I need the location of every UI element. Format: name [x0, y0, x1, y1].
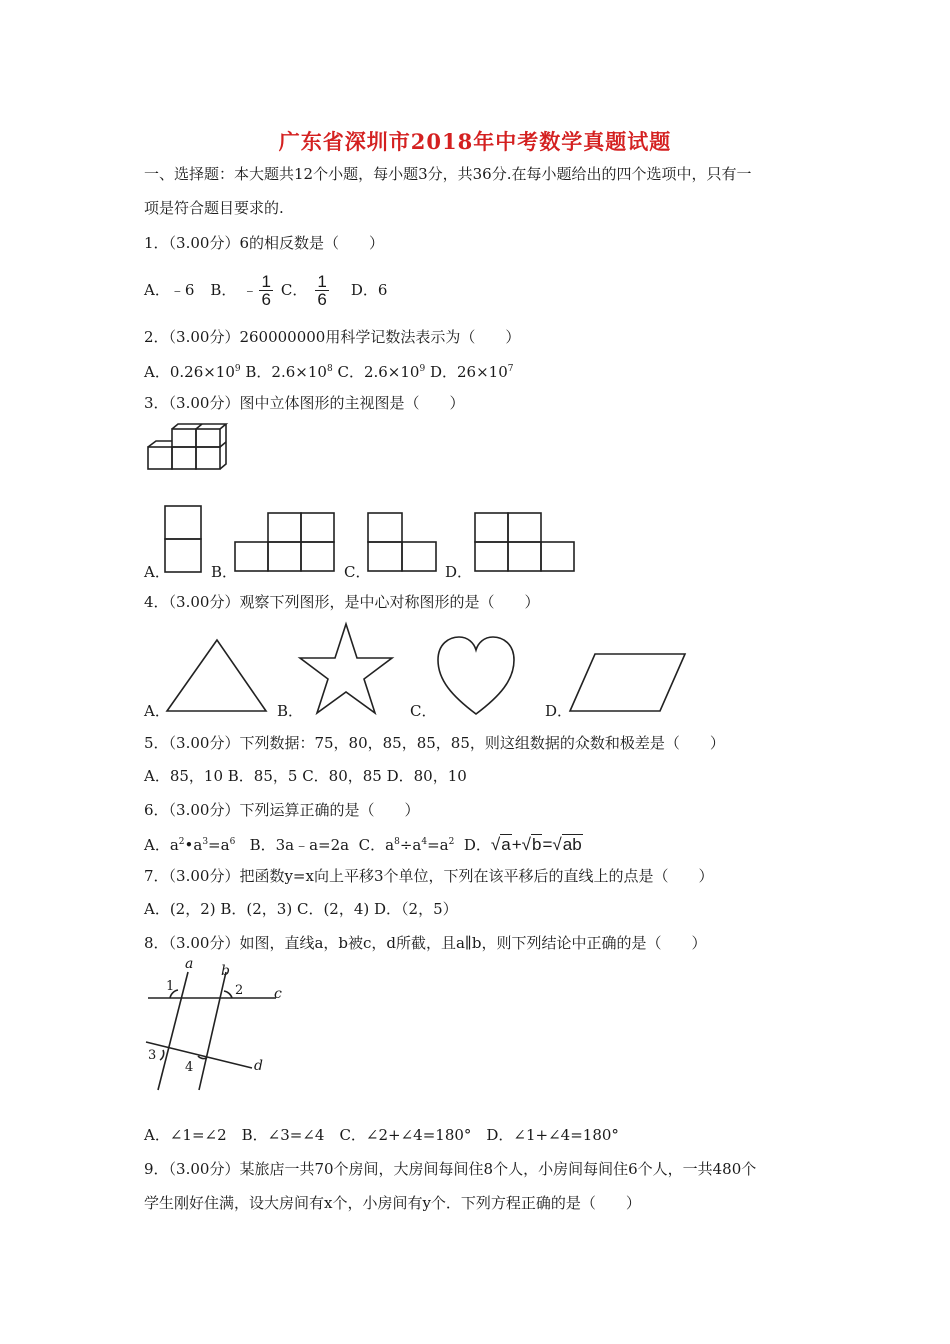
q4-option-a-label: A．	[144, 702, 170, 720]
q8-label-d: d	[254, 1058, 263, 1074]
exp: 3	[202, 837, 209, 847]
q3-option-b-label: B．	[211, 563, 238, 581]
q2-option-b: B．2.6×10	[245, 363, 327, 381]
question-2-stem: 2．（3.00分）260000000用科学记数法表示为（ ）	[144, 328, 521, 346]
q4-option-c-label: C．	[410, 702, 437, 720]
question-9-line-1: 9．（3.00分）某旅店一共70个房间，大房间每间住8个人，小房间每间住6个人，一共480个	[144, 1160, 757, 1178]
question-7-stem: 7．（3.00分）把函数y=x向上平移3个单位，下列在该平移后的直线上的点是（ ）	[144, 867, 714, 885]
q8-angle-4: 4	[185, 1060, 194, 1075]
question-1-stem: 1．（3.00分）6的相反数是（ ）	[144, 234, 384, 252]
question-5-options: A．85，10 B．85，5 C．80，85 D．80，10	[144, 767, 467, 785]
q4-option-b-label: B．	[277, 702, 304, 720]
fraction-numerator: 1	[261, 271, 271, 291]
exp: 6	[229, 837, 236, 847]
q8-label-b: b	[221, 963, 230, 979]
question-9-line-2: 学生刚好住满，设大房间有x个，小房间有y个．下列方程正确的是（ ）	[144, 1194, 641, 1212]
q1-option-b-label: B．	[210, 281, 237, 299]
fraction-denominator: 6	[317, 289, 327, 309]
question-7-options: A．(2，2) B．(2，3) C．(2，4) D．（2，5）	[144, 900, 458, 918]
sqrt-expression: √a+√b=√ab	[490, 835, 582, 854]
q8-label-c: c	[274, 986, 282, 1002]
q3-option-d-label: D．	[445, 563, 473, 581]
fraction-denominator: 6	[261, 289, 271, 309]
exp: 2	[178, 837, 185, 847]
section-intro-line-1: 一、选择题：本大题共12个小题，每小题3分，共36分.在每小题给出的四个选项中，只有一	[144, 165, 752, 183]
exp: 4	[421, 837, 428, 847]
question-8-stem: 8．（3.00分）如图，直线a，b被c，d所截，且a∥b，则下列结论中正确的是（ ）	[144, 934, 707, 952]
fraction-numerator: 1	[317, 271, 327, 291]
q2-exp-d: 7	[507, 364, 514, 374]
q2-exp-a: 9	[234, 364, 241, 374]
q6-option-c: C．a	[358, 836, 395, 854]
q6-c-part: =a	[427, 836, 449, 854]
q2-exp-b: 8	[326, 364, 333, 374]
q3-option-a-label: A．	[144, 563, 170, 581]
q6-a-part: •a	[184, 836, 203, 854]
q1-option-a: A．﹣6	[144, 281, 195, 299]
q8-angle-1: 1	[166, 979, 175, 994]
q8-angle-3: 3	[148, 1048, 157, 1063]
q4-option-d-label: D．	[545, 702, 573, 720]
q8-label-a: a	[185, 956, 194, 972]
q1-option-c-label: C．	[280, 281, 308, 299]
radicand: b	[532, 835, 542, 854]
page-title: 广东省深圳市2018年中考数学真题试题	[278, 129, 672, 154]
radicand: ab	[562, 835, 582, 854]
exp: 8	[394, 837, 400, 847]
q1-option-d: D．6	[350, 281, 388, 299]
q2-exp-c: 9	[419, 364, 426, 374]
q6-option-d: D．	[463, 836, 491, 854]
q2-option-d: D．26×10	[429, 363, 508, 381]
section-intro-line-2: 项是符合题目要求的.	[144, 199, 284, 217]
q6-c-part: ÷a	[399, 836, 422, 854]
question-4-stem: 4．（3.00分）观察下列图形，是中心对称图形的是（ ）	[144, 593, 540, 611]
q2-option-c: C．2.6×10	[337, 363, 420, 381]
plus: +	[511, 835, 522, 854]
equals: =	[542, 835, 553, 854]
question-8-options: A．∠1=∠2 B．∠3=∠4 C．∠2+∠4=180° D．∠1+∠4=180°	[144, 1126, 619, 1144]
question-6-stem: 6．（3.00分）下列运算正确的是（ ）	[144, 801, 420, 819]
q3-option-c-label: C．	[344, 563, 371, 581]
exp: 2	[448, 837, 455, 847]
radicand: a	[501, 835, 511, 854]
q1-option-b-sign: ﹣	[242, 281, 258, 299]
q6-a-part: =a	[208, 836, 230, 854]
q8-angle-2: 2	[235, 983, 244, 998]
q6-option-a: A．a	[144, 836, 179, 854]
question-3-stem: 3．（3.00分）图中立体图形的主视图是（ ）	[144, 394, 465, 412]
q2-option-a: A．0.26×10	[144, 363, 235, 381]
question-5-stem: 5．（3.00分）下列数据：75，80，85，85，85，则这组数据的众数和极差是（ ）	[144, 734, 725, 752]
q6-option-b: B．3a﹣a=2a	[249, 836, 350, 854]
